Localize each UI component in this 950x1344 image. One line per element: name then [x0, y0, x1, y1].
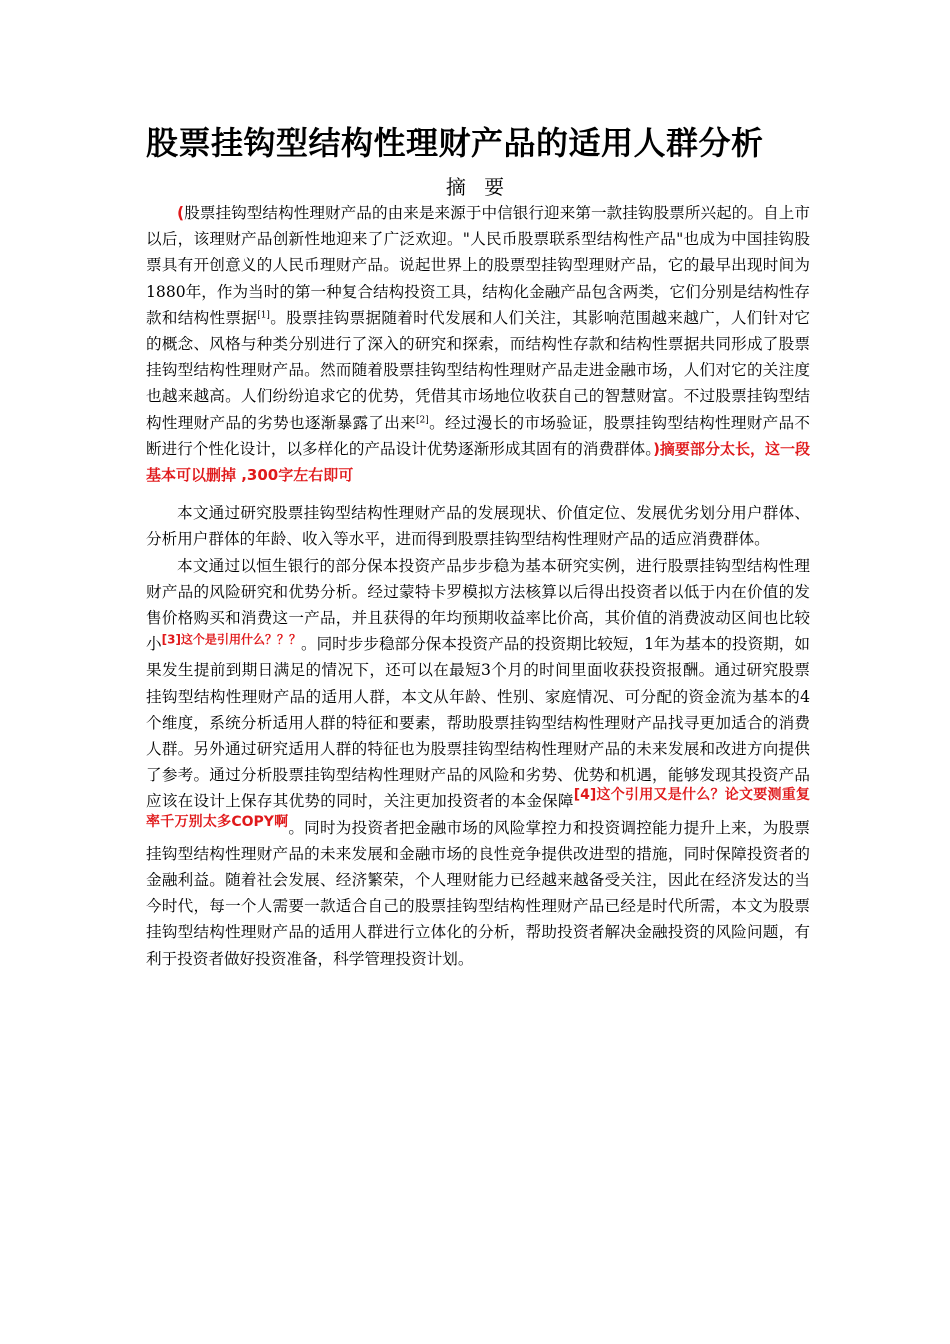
citation-1: [1] [257, 310, 270, 321]
abstract-paragraph-1 [146, 200, 810, 488]
document-page [146, 118, 810, 972]
open-paren-mark: ( [177, 204, 185, 222]
spacer [146, 488, 810, 500]
abstract-paragraph-2: 本文通过研究股票挂钩型结构性理财产品的发展现状、价值定位、发展优劣划分用户群体、分析用户群体的年龄、收入等水平，进而得到股票挂钩型结构性理财产品的适应消费群体。 [146, 504, 810, 549]
document-title: 股票挂钩型结构性理财产品的适用人群分析 [146, 124, 764, 162]
review-comment-citation-4: [4]这个引用又是什么？论文要测重复率千万别太多COPY啊 [146, 787, 810, 830]
review-comment-abstract-length: )摘要部分太长，这一段基本可以删掉 ,300字左右即可 [146, 439, 810, 485]
review-comment-citation-3: [3]这个是引用什么？？？ [161, 632, 301, 647]
p1-text-c: 。经过漫长的市场验证，股票挂钩型结构性理财产品不断进行个性化设计，以多样化的产品设计优势逐渐形成其固有的消费群体。 [146, 413, 810, 458]
p3-text-b: 。同时步步稳部分保本投资产品的投资期比较短，1年为基本的投资期，如果发生提前到期日满足的情况下，还可以在最短3个月的时间里面收获投资报酬。通过研究股票挂钩型结构性理财产品的适用人群，本文从年龄、性别、家庭情况、可分配的资金流为基本的4个维度，系统分析适用人群的特征和要素，帮助股票挂钩型结构性理财产品找寻更加适合的消费人群。另外通过研究适用人群的特征也为股票挂钩型结构性理财产品的未来发展和改进方向提供了参考。通过分析股票挂钩型结构性理财产品的风险和劣势、优势和机遇，能够发现其投资产品应该在设计上保存其优势的同时，关注更加投资者的本金保障 [146, 635, 810, 811]
p3-text-a: 本文通过以恒生银行的部分保本投资产品步步稳为基本研究实例，进行股票挂钩型结构性理财产品的风险研究和优势分析。经过蒙特卡罗模拟方法核算以后得出投资者以低于内在价值的发售价格购买和消费这一产品，并且获得的年均预期收益率比价高，其价值的消费波动区间也比较小 [146, 556, 810, 654]
abstract-paragraph-3 [146, 553, 810, 972]
citation-2: [2] [416, 415, 429, 426]
p1-text-a: 股票挂钩型结构性理财产品的由来是来源于中信银行迎来第一款挂钩股票所兴起的。自上市以后，该理财产品创新性地迎来了广泛欢迎。"人民币股票联系型结构性产品"也成为中国挂钩股票具有开创意义的人民币理财产品。说起世界上的股票型挂钩型理财产品，它的最早出现时间为1880年，作为当时的第一种复合结构投资工具，结构化金融产品包含两类，它们分别是结构性存款和结构性票据 [146, 204, 810, 327]
p1-text-b: 。股票挂钩票据随着时代发展和人们关注，其影响范围越来越广，人们针对它的概念、风格与种类分别进行了深入的研究和探索，而结构性存款和结构性票据共同形成了股票挂钩型结构性理财产品。然而随着股票挂钩型结构性理财产品走进金融市场，人们对它的关注度也越来越高。人们纷纷追求它的优势，凭借其市场地位收获自己的智慧财富。不过股票挂钩型结构性理财产品的劣势也逐渐暴露了出来 [146, 308, 810, 432]
p3-text-c: 。同时为投资者把金融市场的风险掌控力和投资调控能力提升上来，为股票挂钩型结构性理财产品的未来发展和金融市场的良性竞争提供改进型的措施，同时保障投资者的金融利益。随着社会发展、经济繁荣，个人理财能力已经越来越备受关注，因此在经济发达的当今时代，每一个人需要一款适合自己的股票挂钩型结构性理财产品已经是时代所需，本文为股票挂钩型结构性理财产品的适用人群进行立体化的分析，帮助投资者解决金融投资的风险问题，有利于投资者做好投资准备，科学管理投资计划。 [146, 818, 810, 968]
abstract-heading: 摘 要 [445, 175, 511, 199]
